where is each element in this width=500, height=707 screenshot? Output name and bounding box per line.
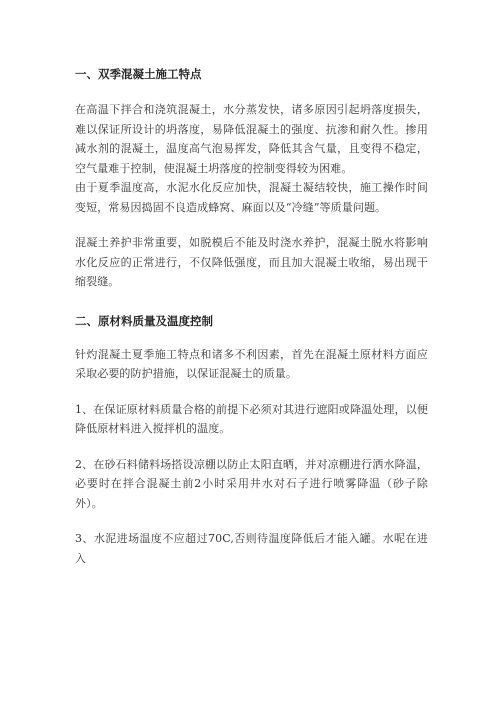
list-item-3: 3、水泥进场温度不应超过70C,否则待温度降低后才能入罐。水呢在进入 xyxy=(75,532,428,565)
section-heading-2: 二、原材料质量及温度控制 xyxy=(75,313,213,328)
paragraph: 在高温下拌合和浇筑混凝土，水分蒸发快，诸多原因引起坍落度损失，难以保证所设计的坍落度，易降低混凝土的强度、抗渗和耐久性。掺用减水剂的混凝土，温度高气泡易挥发，降低其含气量，且变得不稳定，空气量难于控制，使混凝土坍落度的控制变得较为困难。 xyxy=(75,103,428,175)
paragraph: 混凝土养护非常重要，如脱模后不能及时浇水养护，混凝土脱水将影响水化反应的正常进行，不仅降低强度，而且加大混凝土收缩，易出现干缩裂缝。 xyxy=(75,236,428,288)
paragraph: 针灼混凝土夏季施工特点和诸多不利因素，首先在混凝土原材料方面应采取必要的防护措施，以保证混凝土的质量。 xyxy=(75,347,428,380)
section-heading-1: 一、双季混凝土施工特点 xyxy=(75,67,202,81)
paragraph: 由于夏季温度高，水泥水化反应加快，混凝土凝结较快，施工操作时间变短，常易因捣固不良造成蜂窝、麻面以及“冷缝”等质量问题。 xyxy=(75,181,428,214)
list-item-1: 1、在保证原材料质量合格的前提下必须对其进行遮阳或降温处理，以便降低原材料进入搅拌机的温度。 xyxy=(75,402,428,435)
list-item-2: 2、在砂石料储料场搭设凉棚以防止太阳直晒，并对凉棚进行洒水降温，必要时在拌合混凝土前2小时采用井水对石子进行喷雾降温（砂子除外）。 xyxy=(75,457,428,510)
